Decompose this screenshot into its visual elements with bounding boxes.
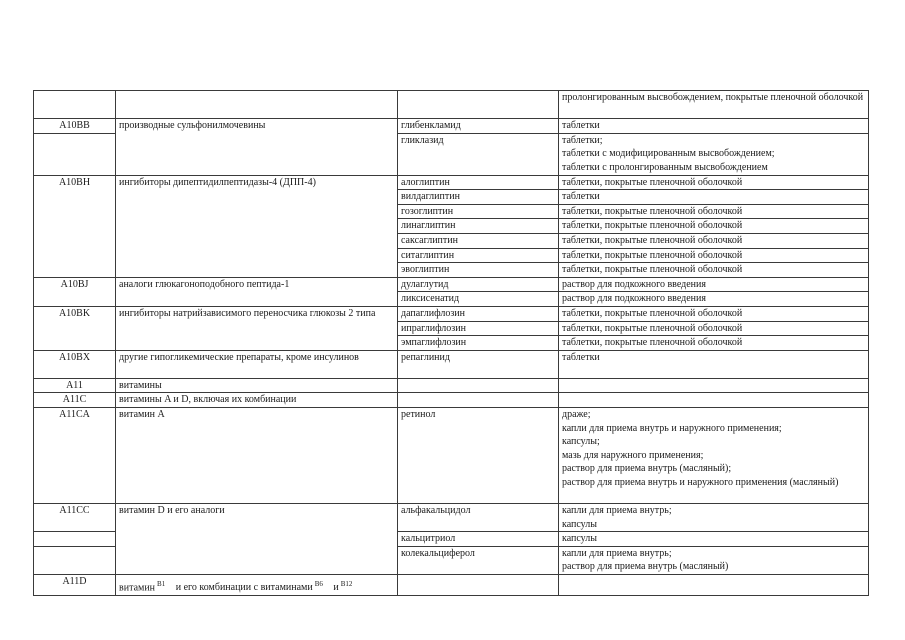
dosage-form-line: раствор для приема внутрь (масляный); <box>562 463 732 475</box>
atc-code-cell: A11CC <box>34 503 116 531</box>
table-row <box>34 277 869 292</box>
drug-name-cell: гликлазид <box>398 133 559 175</box>
dosage-form-line: капли для приема внутрь; <box>562 504 672 516</box>
table-row <box>34 350 869 378</box>
dosage-form-line: раствор для приема внутрь и наружного применения (масляный) <box>562 476 839 488</box>
table-row <box>34 91 869 119</box>
atc-code-cell: A11 <box>34 378 116 393</box>
drug-name-cell: эвоглиптин <box>398 263 559 278</box>
drug-name-cell: ситаглиптин <box>398 248 559 263</box>
drug-name-cell: саксаглиптин <box>398 233 559 248</box>
dosage-form-line: мазь для наружного применения; <box>562 449 704 461</box>
atc-code-cell <box>34 546 116 574</box>
drug-name-cell: глибенкламид <box>398 119 559 134</box>
dosage-form-line: капли для приема внутрь; <box>562 547 672 559</box>
group-cell: производные сульфонилмочевины <box>116 119 398 176</box>
atc-code-cell: A11D <box>34 574 116 595</box>
drug-name-cell: эмпаглифлозин <box>398 336 559 351</box>
dosage-form-cell: таблетки, покрытые пленочной оболочкой <box>559 336 869 351</box>
dosage-form-cell: таблетки, покрытые пленочной оболочкой <box>559 175 869 190</box>
drug-name-cell: гозоглиптин <box>398 204 559 219</box>
drug-name-cell: ретинол <box>398 407 559 503</box>
dosage-form-line: драже; <box>562 408 591 420</box>
dosage-form-cell <box>559 393 869 408</box>
dosage-form-line: капли для приема внутрь и наружного применения; <box>562 422 782 434</box>
group-cell <box>116 574 398 595</box>
dosage-form-cell <box>559 407 869 503</box>
atc-code-cell: A10BX <box>34 350 116 378</box>
vitamin-label: B6 <box>314 579 323 588</box>
group-text: и его комбинации с витаминами <box>175 582 313 594</box>
vitamin-label: B12 <box>340 579 353 588</box>
dosage-form-cell: капсулы <box>559 532 869 547</box>
dosage-form-cell: таблетки, покрытые пленочной оболочкой <box>559 321 869 336</box>
drug-name-cell: вилдаглиптин <box>398 190 559 205</box>
table-row <box>34 175 869 190</box>
table-row <box>34 574 869 595</box>
dosage-form-cell <box>559 574 869 595</box>
dosage-form-cell <box>559 546 869 574</box>
group-cell: другие гипогликемические препараты, кроме инсулинов <box>116 350 398 378</box>
group-cell: ингибиторы дипептидилпептидазы-4 (ДПП-4) <box>116 175 398 277</box>
table-row <box>34 119 869 134</box>
drug-name-cell: дулаглутид <box>398 277 559 292</box>
dosage-form-cell <box>559 503 869 531</box>
dosage-form-cell: таблетки <box>559 119 869 134</box>
drug-name-cell <box>398 574 559 595</box>
drug-name-cell <box>398 393 559 408</box>
group-cell: витамин A <box>116 407 398 503</box>
group-text: и <box>333 582 339 594</box>
atc-code-cell: A11C <box>34 393 116 408</box>
atc-code-cell: A10BH <box>34 175 116 277</box>
dosage-form-cell: таблетки, покрытые пленочной оболочкой <box>559 219 869 234</box>
dosage-form-line: капсулы; <box>562 436 600 448</box>
group-cell: аналоги глюкагоноподобного пептида-1 <box>116 277 398 306</box>
atc-code-cell <box>34 532 116 547</box>
dosage-form-cell: таблетки, покрытые пленочной оболочкой <box>559 306 869 321</box>
atc-code-cell <box>34 133 116 175</box>
table-row <box>34 378 869 393</box>
dosage-form-cell: раствор для подкожного введения <box>559 277 869 292</box>
table-row <box>34 503 869 531</box>
atc-code-cell: A11CA <box>34 407 116 503</box>
dosage-form-cell: таблетки, покрытые пленочной оболочкой <box>559 204 869 219</box>
dosage-form-cell: таблетки, покрытые пленочной оболочкой <box>559 248 869 263</box>
drug-name-cell <box>398 91 559 119</box>
group-cell <box>116 91 398 119</box>
dosage-form-line: таблетки с модифицированным высвобождением; <box>562 148 775 160</box>
drug-name-cell <box>398 378 559 393</box>
dosage-form-line: капсулы <box>562 518 597 530</box>
drug-name-cell: ипраглифлозин <box>398 321 559 336</box>
dosage-form-cell: таблетки, покрытые пленочной оболочкой <box>559 263 869 278</box>
dosage-form-cell: таблетки, покрытые пленочной оболочкой <box>559 233 869 248</box>
group-cell: витамины A и D, включая их комбинации <box>116 393 398 408</box>
drug-name-cell: ликсисенатид <box>398 292 559 307</box>
drug-name-cell: колекальциферол <box>398 546 559 574</box>
drug-name-cell: линаглиптин <box>398 219 559 234</box>
drug-name-cell: кальцитриол <box>398 532 559 547</box>
group-cell: ингибиторы натрийзависимого переносчика глюкозы 2 типа <box>116 306 398 350</box>
dosage-form-cell: таблетки <box>559 190 869 205</box>
dosage-form-line: раствор для приема внутрь (масляный) <box>562 561 729 573</box>
dosage-form-cell <box>559 133 869 175</box>
atc-code-cell: A10BB <box>34 119 116 134</box>
table-row <box>34 407 869 503</box>
drug-list-table <box>33 90 869 596</box>
drug-name-cell: алоглиптин <box>398 175 559 190</box>
drug-name-cell: репаглинид <box>398 350 559 378</box>
dosage-form-cell: таблетки <box>559 350 869 378</box>
atc-code-cell: A10BK <box>34 306 116 350</box>
atc-code-cell: A10BJ <box>34 277 116 306</box>
vitamin-label: B1 <box>157 579 166 588</box>
drug-name-cell: дапаглифлозин <box>398 306 559 321</box>
group-text: витамин <box>119 582 156 594</box>
table-row <box>34 393 869 408</box>
dosage-form-cell: раствор для подкожного введения <box>559 292 869 307</box>
group-cell: витамины <box>116 378 398 393</box>
atc-code-cell <box>34 91 116 119</box>
group-cell: витамин D и его аналоги <box>116 503 398 574</box>
dosage-form-cell: пролонгированным высвобождением, покрытые пленочной оболочкой <box>559 91 869 119</box>
drug-name-cell: альфакальцидол <box>398 503 559 531</box>
table-row <box>34 306 869 321</box>
dosage-form-line: таблетки с пролонгированным высвобождением <box>562 161 768 173</box>
dosage-form-line: таблетки; <box>562 134 603 146</box>
dosage-form-cell <box>559 378 869 393</box>
